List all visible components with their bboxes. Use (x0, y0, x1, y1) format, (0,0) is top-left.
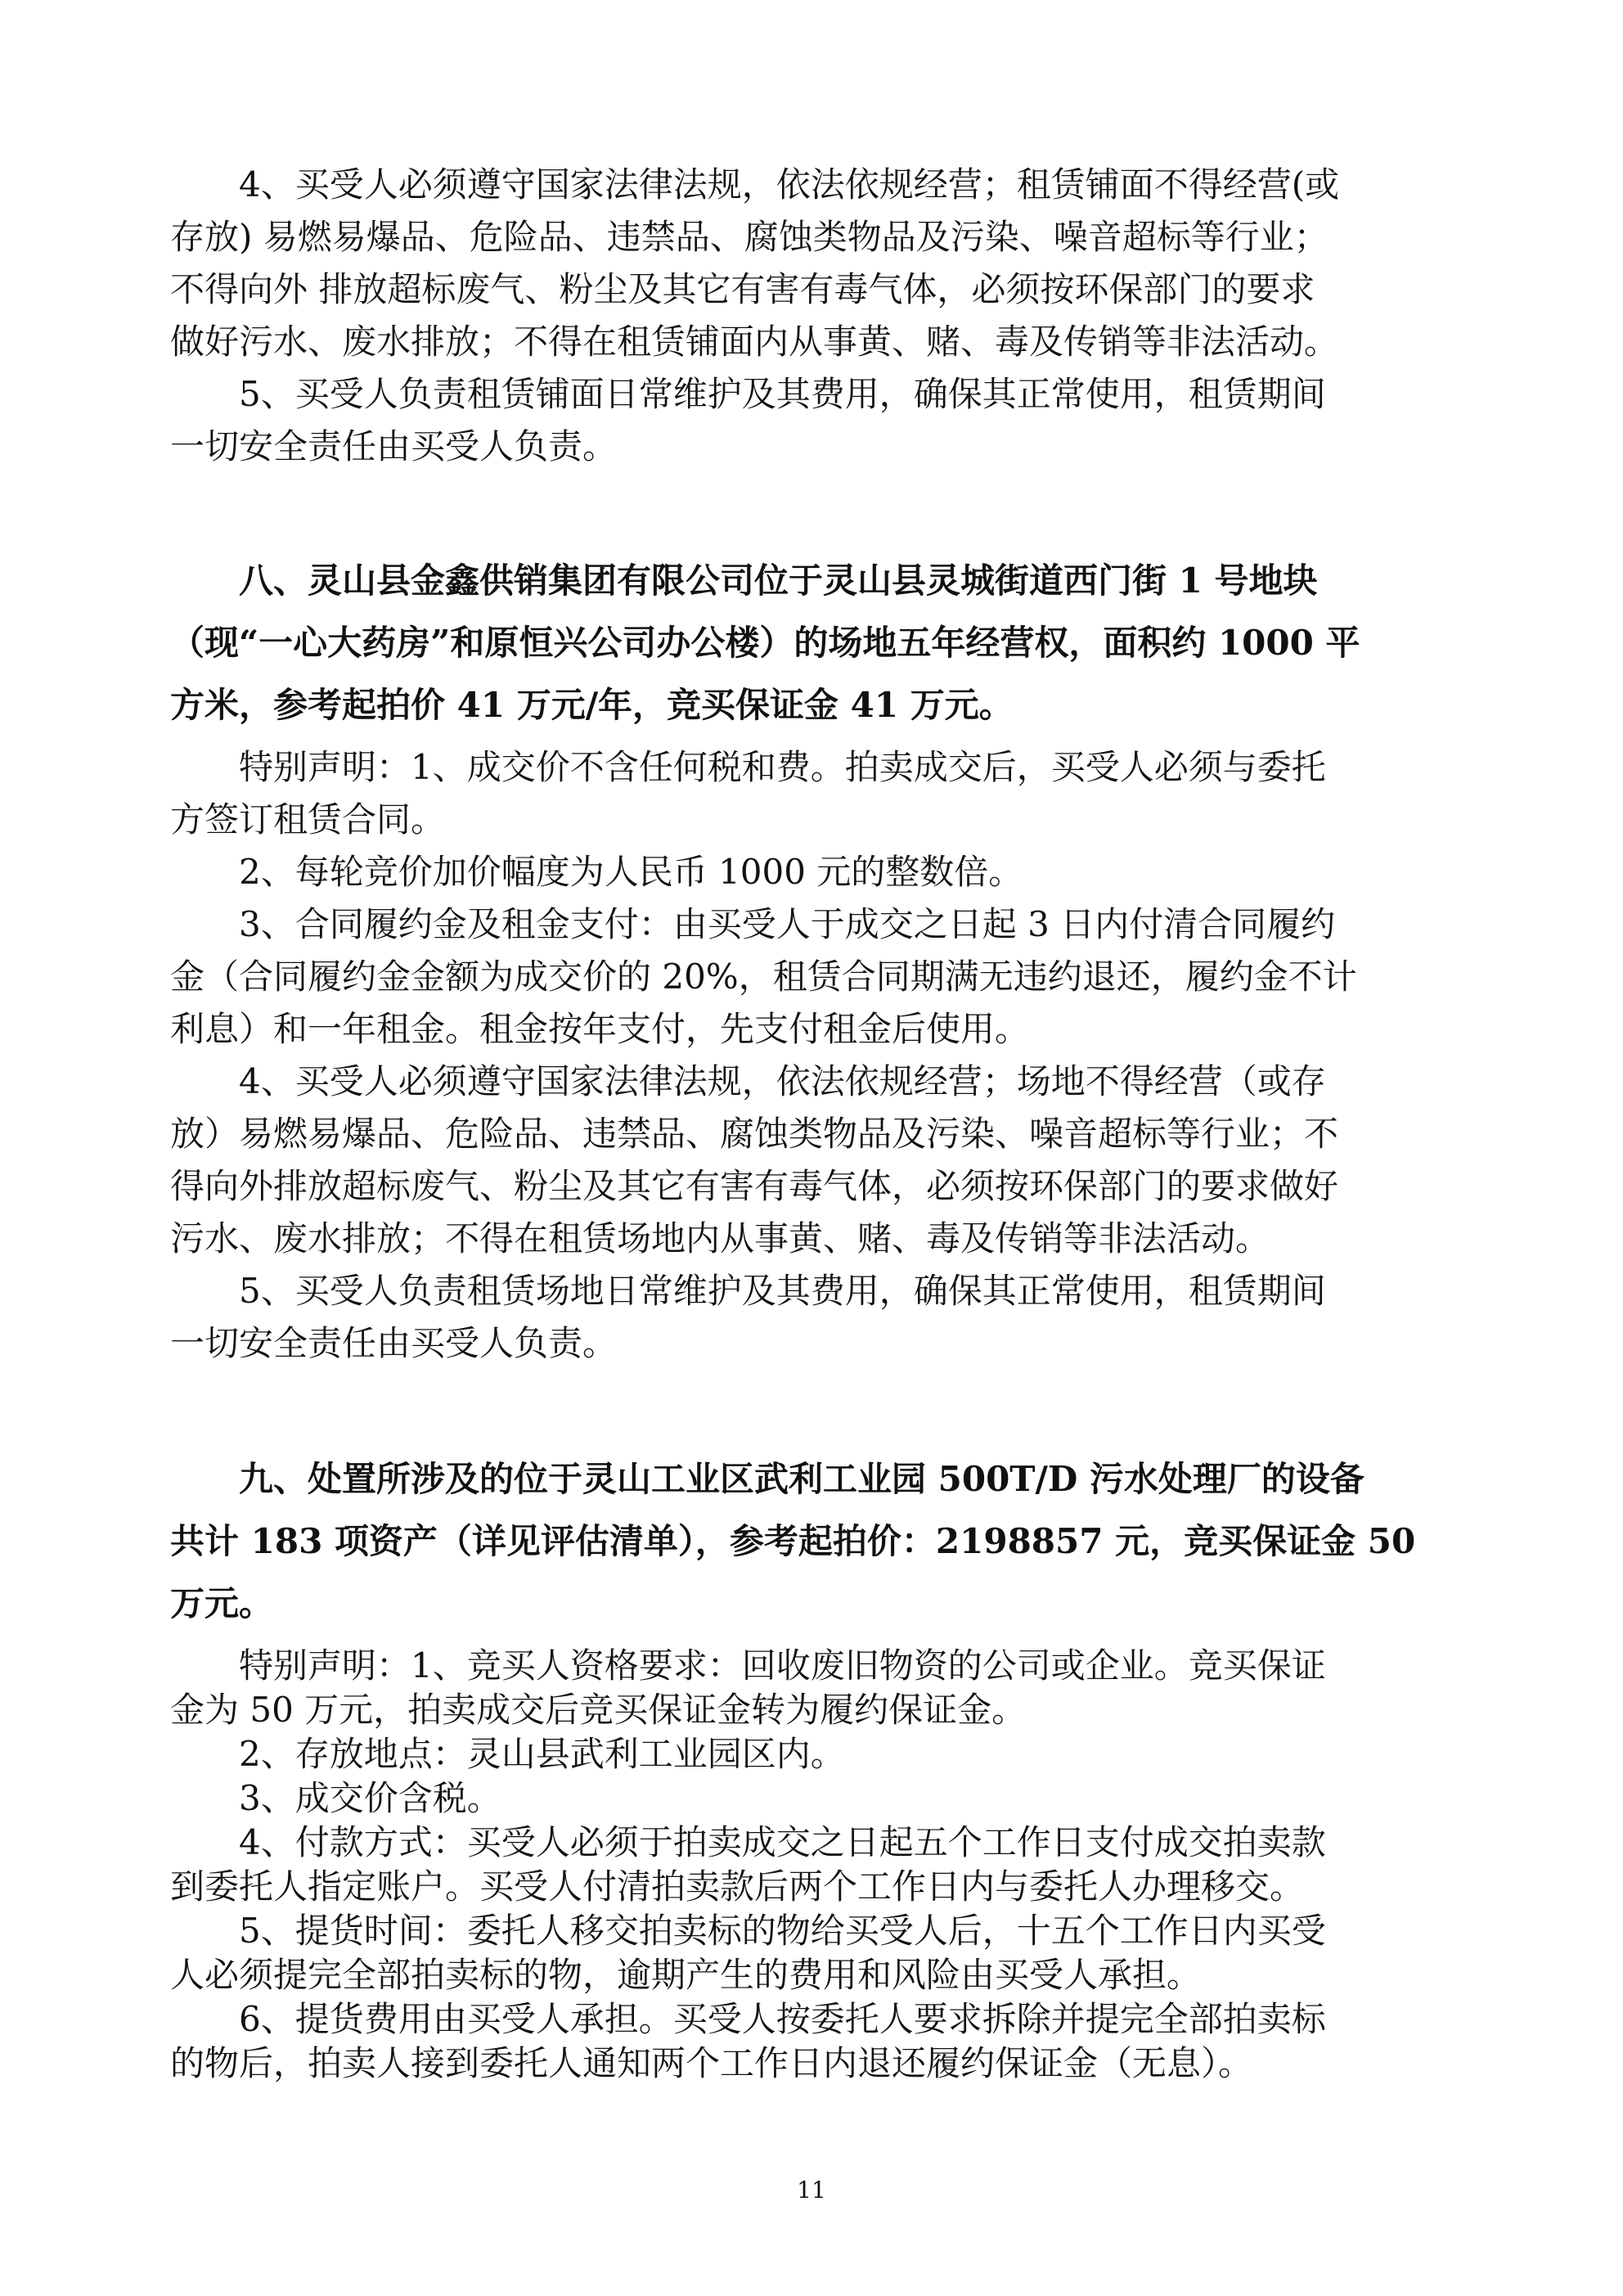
s8-note-5b: 一切安全责任由买受人负责。 (170, 1323, 618, 1363)
s9-note-3: 3、成交价含税。 (239, 1778, 501, 1818)
s9-note-1b: 金为 50 万元，拍卖成交后竞买保证金转为履约保证金。 (170, 1690, 1027, 1730)
s9-note-6a: 6、提货费用由买受人承担。买受人按委托人要求拆除并提完全部拍卖标 (239, 1999, 1326, 2039)
s7-item5-line1: 5、买受人负责租赁铺面日常维护及其费用，确保其正常使用，租赁期间 (239, 374, 1326, 414)
s7-item4-line4: 做好污水、废水排放；不得在租赁铺面内从事黄、赌、毒及传销等非法活动。 (170, 322, 1339, 362)
s8-note-4c: 得向外排放超标废气、粉尘及其它有害有毒气体，必须按环保部门的要求做好 (170, 1166, 1339, 1206)
s8-note-3a: 3、合同履约金及租金支付：由买受人于成交之日起 3 日内付清合同履约 (239, 904, 1336, 944)
s8-note-3c: 利息）和一年租金。租金按年支付，先支付租金后使用。 (170, 1009, 1030, 1049)
s9-heading-line3: 万元。 (170, 1583, 274, 1623)
s8-heading-line2: （现“一心大药房”和原恒兴公司办公楼）的场地五年经营权，面积约 1000 平 (170, 623, 1360, 663)
s9-heading-line1: 九、处置所涉及的位于灵山工业区武利工业园 500T/D 污水处理厂的设备 (239, 1459, 1364, 1499)
s8-note-1b: 方签订租赁合同。 (170, 799, 446, 840)
s8-heading-line3: 方米，参考起拍价 41 万元/年，竞买保证金 41 万元。 (170, 685, 1014, 725)
s9-note-4a: 4、付款方式：买受人必须于拍卖成交之日起五个工作日支付成交拍卖款 (239, 1822, 1326, 1862)
s9-heading-line2: 共计 183 项资产（详见评估清单），参考起拍价：2198857 元，竞买保证金 50 (170, 1521, 1416, 1561)
page-number: 11 (797, 2177, 826, 2204)
s8-note-2: 2、每轮竞价加价幅度为人民币 1000 元的整数倍。 (239, 852, 1023, 892)
s8-note-4b: 放）易燃易爆品、危险品、违禁品、腐蚀类物品及污染、噪音超标等行业；不 (170, 1114, 1339, 1154)
s8-note-5a: 5、买受人负责租赁场地日常维护及其费用，确保其正常使用，租赁期间 (239, 1271, 1326, 1311)
s8-heading-line1: 八、灵山县金鑫供销集团有限公司位于灵山县灵城街道西门街 1 号地块 (239, 560, 1318, 601)
s7-item4-line2: 存放) 易燃易爆品、危险品、违禁品、腐蚀类物品及污染、噪音超标等行业； (170, 217, 1329, 257)
s7-item4-line1: 4、买受人必须遵守国家法律法规，依法依规经营；租赁铺面不得经营(或 (239, 164, 1340, 205)
s7-item4-line3: 不得向外 排放超标废气、粉尘及其它有害有毒气体，必须按环保部门的要求 (170, 269, 1315, 309)
s8-note-4d: 污水、废水排放；不得在租赁场地内从事黄、赌、毒及传销等非法活动。 (170, 1218, 1270, 1258)
s9-note-4b: 到委托人指定账户。买受人付清拍卖款后两个工作日内与委托人办理移交。 (170, 1866, 1305, 1907)
s9-note-1a: 特别声明：1、竞买人资格要求：回收废旧物资的公司或企业。竞买保证 (239, 1645, 1326, 1686)
s9-note-5a: 5、提货时间：委托人移交拍卖标的物给买受人后，十五个工作日内买受 (239, 1911, 1326, 1951)
s8-note-1a: 特别声明：1、成交价不含任何税和费。拍卖成交后，买受人必须与委托 (239, 747, 1326, 787)
s9-note-2: 2、存放地点：灵山县武利工业园区内。 (239, 1734, 845, 1774)
s9-note-5b: 人必须提完全部拍卖标的物，逾期产生的费用和风险由买受人承担。 (170, 1955, 1202, 1995)
s8-note-4a: 4、买受人必须遵守国家法律法规，依法依规经营；场地不得经营（或存 (239, 1061, 1326, 1101)
s7-item5-line2: 一切安全责任由买受人负责。 (170, 426, 618, 466)
s9-note-6b: 的物后，拍卖人接到委托人通知两个工作日内退还履约保证金（无息）。 (170, 2043, 1253, 2083)
s8-note-3b: 金（合同履约金金额为成交价的 20%，租赁合同期满无违约退还，履约金不计 (170, 957, 1357, 997)
